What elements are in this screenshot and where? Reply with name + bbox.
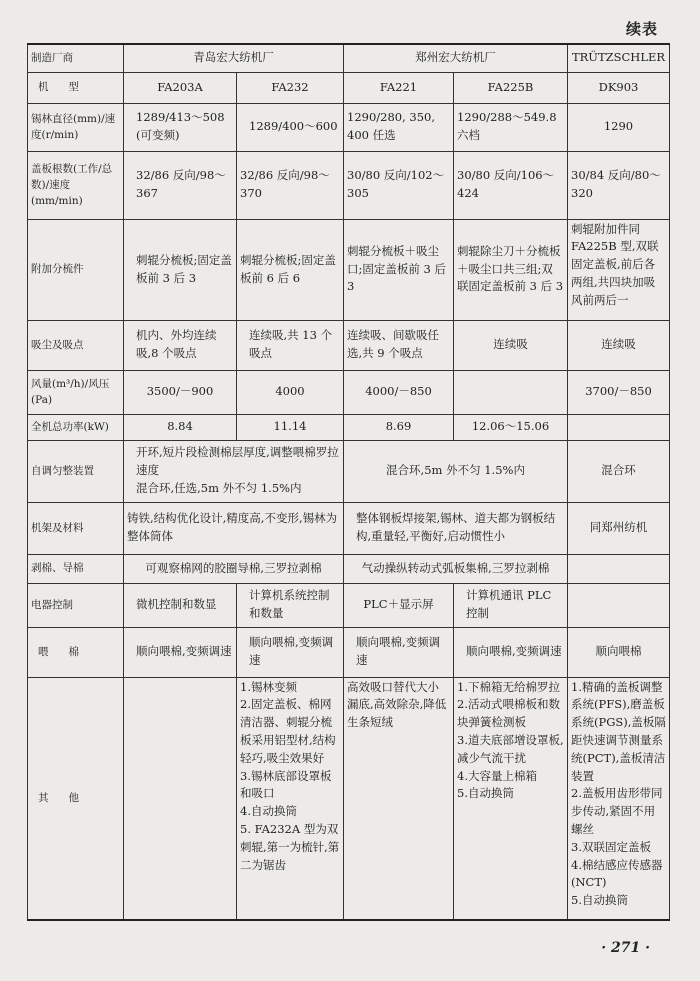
table-cell: 混合环,5m 外不匀 1.5%内 bbox=[344, 440, 568, 502]
table-cell: 30/80 反向/106～ 424 bbox=[454, 151, 568, 219]
carding-machine-spec-table bbox=[27, 43, 670, 921]
manufacturer-qingdao: 青岛宏大纺机厂 bbox=[124, 44, 344, 72]
table-cell: 30/80 反向/102～ 305 bbox=[344, 151, 454, 219]
table-cell: 12.06～15.06 bbox=[454, 414, 568, 440]
table-cell: 顺向喂棉,变频调速 bbox=[237, 627, 344, 677]
table-cell: 连续吸、间歇吸任选,共 9 个吸点 bbox=[344, 320, 454, 370]
table-cell: 顺向喂棉 bbox=[568, 627, 670, 677]
row-label-leveling: 自调匀整装置 bbox=[28, 440, 124, 502]
table-cell: 8.84 bbox=[124, 414, 237, 440]
table-cell: FA221 bbox=[344, 72, 454, 103]
table-cell: 1290/280, 350, 400 任选 bbox=[344, 103, 454, 151]
table-cell: 刺辊附加件同 FA225B 型,双联固定盖板,前后各两组,共四块加吸风前两后一 bbox=[568, 219, 670, 320]
table-cell: 机内、外均连续吸,8 个吸点 bbox=[124, 320, 237, 370]
table-cell: 刺辊分梳板;固定盖板前 3 后 3 bbox=[124, 219, 237, 320]
model-row bbox=[28, 72, 670, 103]
leveling-row bbox=[28, 440, 670, 502]
table-cell: 顺向喂棉,变频调速 bbox=[344, 627, 454, 677]
table-cell: DK903 bbox=[568, 72, 670, 103]
table-cell: 刺辊分梳板＋吸尘口;固定盖板前 3 后 3 bbox=[344, 219, 454, 320]
table-cell bbox=[124, 677, 237, 920]
frame-row bbox=[28, 502, 670, 554]
leveling-qingdao-line2: 混合环,任选,5m 外不匀 1.5%内 bbox=[136, 480, 302, 495]
table-cell: 可观察棉网的胶圈导棉,三罗拉剥棉 bbox=[124, 554, 344, 583]
row-label-airflow: 风量(m³/h)/风压(Pa) bbox=[28, 370, 124, 414]
table-cell: 4000 bbox=[237, 370, 344, 414]
table-cell: 1289/413～508 (可变频) bbox=[124, 103, 237, 151]
leveling-qingdao-line1: 开环,短片段检测棉层厚度,调整喂棉罗拉速度 bbox=[136, 445, 339, 478]
table-cell: 连续吸,共 13 个吸点 bbox=[237, 320, 344, 370]
table-cell: 8.69 bbox=[344, 414, 454, 440]
table-cell: 气动操纵转动式弧板集棉,三罗拉剥棉 bbox=[344, 554, 568, 583]
row-label-suction: 吸尘及吸点 bbox=[28, 320, 124, 370]
table-cell: 同郑州纺机 bbox=[568, 502, 670, 554]
table-cell: 1289/400～600 bbox=[237, 103, 344, 151]
table-cell: 1.精确的盖板调整系统(PFS),磨盖板系统(PGS),盖板隔距快速调节测量系统(PCT),盖板清洁装置 2.盖板用齿形带同步传动,紧固不用螺丝 3.双联固定盖板 4.棉结感应传感器(NCT) 5.自动换筒 bbox=[568, 677, 670, 920]
suction-row bbox=[28, 320, 670, 370]
table-cell bbox=[454, 370, 568, 414]
row-label-control: 电器控制 bbox=[28, 583, 124, 627]
control-row bbox=[28, 583, 670, 627]
table-cell: 3700/－850 bbox=[568, 370, 670, 414]
continuation-label: 续表 bbox=[625, 20, 658, 38]
row-label-model: 机 型 bbox=[28, 72, 124, 103]
power-row bbox=[28, 414, 670, 440]
stripping-row bbox=[28, 554, 670, 583]
table-cell: 32/86 反向/98～ 370 bbox=[237, 151, 344, 219]
table-cell: 顺向喂棉,变频调速 bbox=[124, 627, 237, 677]
table-cell: 1.下棉箱无给棉罗拉 2.活动式喂棉板和数块弹簧检测板 3.道夫底部增设罩板,减少气流干扰 4.大容量上棉箱 5.自动换筒 bbox=[454, 677, 568, 920]
table-cell: 计算机系统控制和数量 bbox=[237, 583, 344, 627]
table-cell: FA232 bbox=[237, 72, 344, 103]
cylinder-row bbox=[28, 103, 670, 151]
table-cell: 刺辊分梳板;固定盖板前 6 后 6 bbox=[237, 219, 344, 320]
table-cell: 1290/288～549.8 六档 bbox=[454, 103, 568, 151]
row-label-power: 全机总功率(kW) bbox=[28, 414, 124, 440]
row-label-cylinder: 锡林直径(mm)/速度(r/min) bbox=[28, 103, 124, 151]
row-label-feeding: 喂 棉 bbox=[28, 627, 124, 677]
table-cell: 微机控制和数显 bbox=[124, 583, 237, 627]
manufacturer-trutzschler: TRÜTZSCHLER bbox=[568, 44, 670, 72]
row-label-flats: 盖板根数(工作/总数)/速度(mm/min) bbox=[28, 151, 124, 219]
row-label-carding-parts: 附加分梳件 bbox=[28, 219, 124, 320]
table-cell: 混合环 bbox=[568, 440, 670, 502]
row-label-other: 其 他 bbox=[28, 677, 124, 920]
table-cell bbox=[568, 414, 670, 440]
table-cell: 整体钢板焊接架,锡林、道夫都为钢板结构,重量轻,平衡好,启动惯性小 bbox=[344, 502, 568, 554]
table-cell: 连续吸 bbox=[568, 320, 670, 370]
table-cell: 1290 bbox=[568, 103, 670, 151]
manufacturer-label: 制造厂商 bbox=[28, 44, 124, 72]
table-cell: PLC＋显示屏 bbox=[344, 583, 454, 627]
table-cell bbox=[568, 554, 670, 583]
table-cell: FA203A bbox=[124, 72, 237, 103]
table-cell: FA225B bbox=[454, 72, 568, 103]
other-row bbox=[28, 677, 670, 920]
table-cell: 30/84 反向/80～ 320 bbox=[568, 151, 670, 219]
table-cell: 顺向喂棉,变频调速 bbox=[454, 627, 568, 677]
airflow-row bbox=[28, 370, 670, 414]
table-cell: 3500/－900 bbox=[124, 370, 237, 414]
leveling-qingdao-cell bbox=[124, 440, 344, 502]
carding-parts-row bbox=[28, 219, 670, 320]
table-cell: 4000/－850 bbox=[344, 370, 454, 414]
flats-row bbox=[28, 151, 670, 219]
table-cell: 连续吸 bbox=[454, 320, 568, 370]
table-cell: 32/86 反向/98～ 367 bbox=[124, 151, 237, 219]
table-cell bbox=[568, 583, 670, 627]
table-cell: 计算机通讯 PLC 控制 bbox=[454, 583, 568, 627]
header-row bbox=[28, 44, 670, 72]
table-cell: 铸铁,结构优化设计,精度高,不变形,锡林为整体筒体 bbox=[124, 502, 344, 554]
table-cell: 高效吸口替代大小漏底,高效除杂,降低生条短绒 bbox=[344, 677, 454, 920]
row-label-frame: 机架及材料 bbox=[28, 502, 124, 554]
table-cell: 11.14 bbox=[237, 414, 344, 440]
manufacturer-zhengzhou: 郑州宏大纺机厂 bbox=[344, 44, 568, 72]
page-number: · 271 · bbox=[601, 940, 650, 956]
row-label-stripping: 剥棉、导棉 bbox=[28, 554, 124, 583]
feeding-row bbox=[28, 627, 670, 677]
table-cell: 刺辊除尘刀＋分梳板＋吸尘口共三组;双联固定盖板前 3 后 3 bbox=[454, 219, 568, 320]
table-cell: 1.锡林变频 2.固定盖板、棉网清洁器、刺辊分梳板采用铝型材,结构轻巧,吸尘效果好 3.锡林底部设罩板和吸口 4.自动换筒 5. FA232A 型为双刺辊,第一为梳针,第二为锯齿 bbox=[237, 677, 344, 920]
